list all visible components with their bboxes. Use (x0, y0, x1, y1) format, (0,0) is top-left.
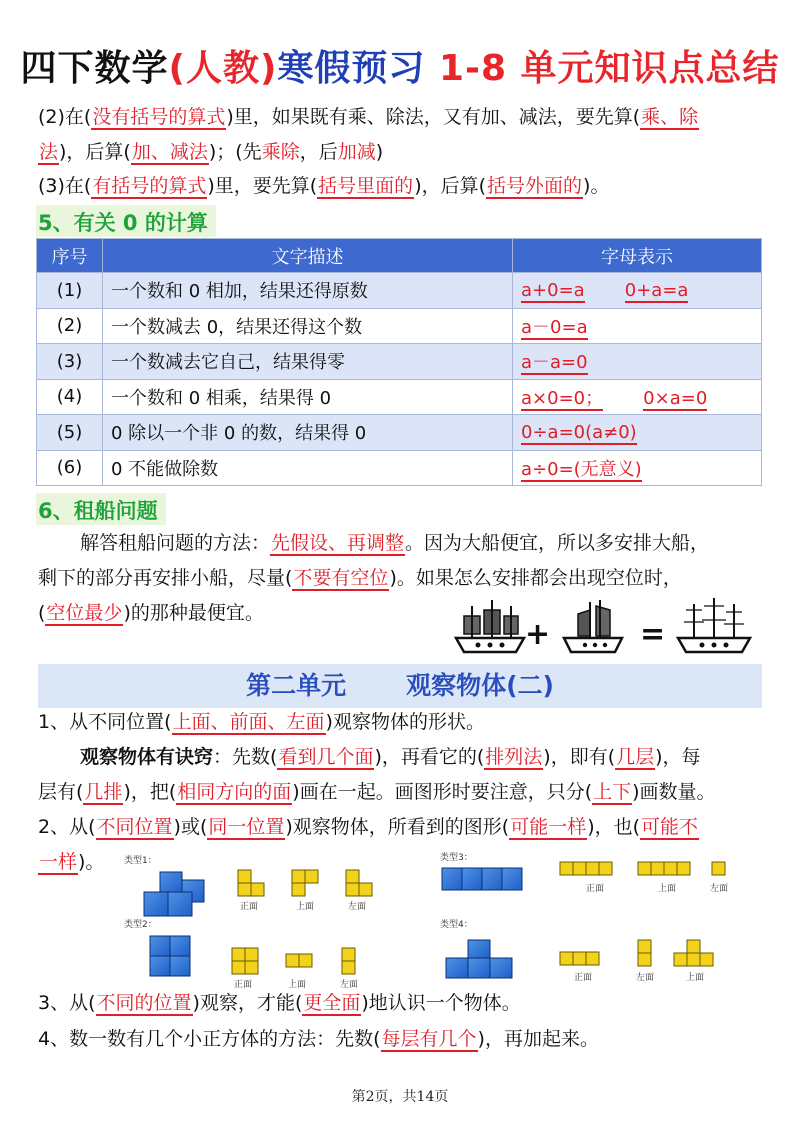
type3-front-caption: 正面 (586, 884, 605, 894)
unit2-item-2-line1: 2、从(不同位置)或(同一位置)观察物体，所看到的图形(可能一样)，也(可能不 (38, 816, 699, 838)
plus-sign: + (525, 617, 551, 652)
small-ship-icon (560, 596, 626, 656)
type2-front-view (232, 948, 258, 974)
table-row: (5) 0 除以一个非 0 的数，结果得 0 0÷a=0(a≠0) (37, 415, 762, 451)
type3-solid (442, 868, 522, 890)
section-6-heading: 6、租船问题 (36, 493, 166, 525)
type3-front-view (560, 862, 612, 875)
type4-front-caption: 正面 (574, 973, 593, 983)
table-row: (1) 一个数和 0 相加，结果还得原数 a+0=a 0+a=a (37, 273, 762, 309)
tip-line2: 层有(几排)，把(相同方向的面)画在一起。画图形时要注意，只分(上下)画数量。 (38, 781, 716, 803)
type1-top-caption: 上面 (296, 902, 315, 912)
title-part4: 1-8 单元知识点总结 (438, 48, 780, 89)
col-header: 序号 (37, 239, 103, 273)
col-header: 文字描述 (103, 239, 513, 273)
unit-2-banner: 第二单元 观察物体(二) (38, 664, 762, 708)
boat-line2: 剩下的部分再安排小船，尽量(不要有空位)。如果怎么安排都会出现空位时， (38, 567, 682, 589)
type3-top-caption: 上面 (658, 884, 677, 894)
type3-left-view (712, 862, 725, 875)
type2-top-caption: 上面 (288, 980, 307, 990)
title-part1: 四下数学 (20, 48, 169, 89)
type4-solid (446, 940, 512, 978)
type2-left-view (342, 948, 355, 974)
title-part3: 寒假预习 (277, 48, 439, 89)
type1-left-caption: 左面 (348, 902, 367, 912)
type3-left-caption: 左面 (710, 884, 729, 894)
col-header: 字母表示 (513, 239, 762, 273)
zero-calc-table (36, 238, 762, 486)
unit2-item-4: 4、数一数有几个小正方体的方法：先数(每层有几个)，再加起来。 (38, 1028, 599, 1050)
type3-label: 类型3： (440, 853, 473, 863)
table-header (37, 239, 762, 273)
type2-label: 类型2： (124, 920, 157, 930)
boat-line3: (空位最少)的那种最便宜。 (38, 602, 264, 624)
para-2-line2: 法)，后算(加、减法)；(先乘除，后加减) (39, 141, 384, 163)
type2-solid (150, 936, 190, 976)
title-part2: (人教) (168, 48, 278, 89)
type4-top-caption: 上面 (686, 973, 705, 983)
type2-left-caption: 左面 (340, 980, 359, 990)
type1-front-caption: 正面 (240, 902, 259, 912)
tip-line1: 观察物体有诀窍：先数(看到几个面)，再看它的(排列法)，即有(几层)，每 (80, 746, 701, 768)
boat-line1: 解答租船问题的方法：先假设、再调整。因为大船便宜，所以多安排大船， (80, 532, 710, 554)
type4-left-view (638, 940, 651, 966)
section-5-heading: 5、有关 0 的计算 (36, 205, 216, 237)
type4-label: 类型4： (440, 920, 473, 930)
type1-solid (144, 872, 204, 916)
para-2-line1: (2)在(没有括号的算式)里，如果既有乘、除法，又有加、减法，要先算(乘、除 (38, 106, 699, 128)
unit2-item-2-line2: 一样)。 (39, 851, 105, 873)
para-3: (3)在(有括号的算式)里，要先算(括号里面的)，后算(括号外面的)。 (38, 175, 610, 197)
empty-ship-icon (672, 594, 756, 656)
table-row: (6) 0 不能做除数 a÷0=(无意义) (37, 450, 762, 486)
type1-top-view (292, 870, 318, 896)
type2-front-caption: 正面 (234, 980, 253, 990)
type4-front-view (560, 952, 599, 965)
type2-top-view (286, 954, 312, 967)
unit2-item-1: 1、从不同位置(上面、前面、左面)观察物体的形状。 (38, 711, 485, 733)
unit2-item-3: 3、从(不同的位置)观察，才能(更全面)地认识一个物体。 (38, 992, 521, 1014)
table-row: (2) 一个数减去 0，结果还得这个数 a－0=a (37, 308, 762, 344)
equals-sign: = (640, 617, 666, 652)
type1-label: 类型1： (124, 856, 157, 866)
table-row: (3) 一个数减去它自己，结果得零 a－a=0 (37, 344, 762, 380)
type1-front-view (238, 870, 264, 896)
page-title (0, 40, 800, 91)
page-footer: 第2页，共14页 (351, 1089, 449, 1105)
type4-left-caption: 左面 (636, 973, 655, 983)
big-ship-icon (450, 594, 530, 656)
type4-top-view (674, 940, 713, 966)
type3-top-view (638, 862, 690, 875)
type1-left-view (346, 870, 372, 896)
table-row: (4) 一个数和 0 相乘，结果得 0 a×0=0； 0×a=0 (37, 379, 762, 415)
